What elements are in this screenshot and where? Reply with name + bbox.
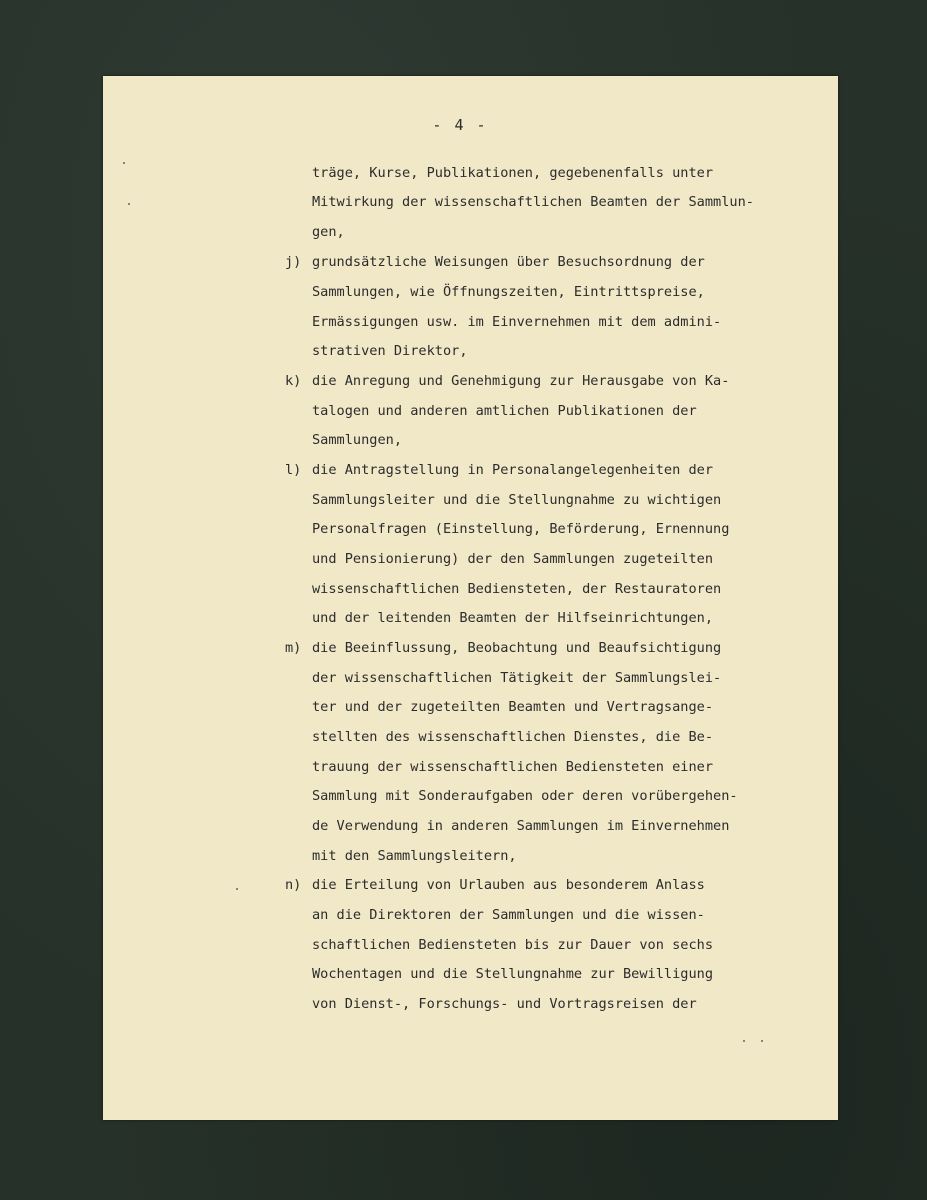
text-line: die Anregung und Genehmigung zur Herausgabe von Ka- — [312, 373, 730, 389]
paper-speck — [743, 1040, 745, 1042]
text-line: Sammlung mit Sonderaufgaben oder deren vorübergehen- — [312, 788, 738, 804]
text-line: der wissenschaftlichen Tätigkeit der Sammlungslei- — [312, 670, 722, 686]
text-line: ter und der zugeteilten Beamten und Vertragsange- — [312, 699, 714, 715]
text-line: schaftlichen Bediensteten bis zur Dauer von sechs — [312, 937, 714, 953]
text-line: wissenschaftlichen Bediensteten, der Restauratoren — [312, 581, 722, 597]
text-line: und der leitenden Beamten der Hilfseinrichtungen, — [312, 610, 714, 626]
text-line: Wochentagen und die Stellungnahme zur Bewilligung — [312, 966, 714, 982]
text-line: an die Direktoren der Sammlungen und die wissen- — [312, 907, 705, 923]
paper-speck — [123, 162, 125, 164]
item-label-j: j) — [285, 254, 302, 270]
document-page — [103, 76, 838, 1120]
text-line: und Pensionierung) der den Sammlungen zugeteilten — [312, 551, 714, 567]
item-label-m: m) — [285, 640, 302, 656]
text-line: die Beeinflussung, Beobachtung und Beaufsichtigung — [312, 640, 722, 656]
text-line: mit den Sammlungsleitern, — [312, 848, 517, 864]
text-line: stellten des wissenschaftlichen Dienstes, die Be- — [312, 729, 714, 745]
text-line: Mitwirkung der wissenschaftlichen Beamten der Sammlun- — [312, 194, 754, 210]
text-line: de Verwendung in anderen Sammlungen im Einvernehmen — [312, 818, 730, 834]
item-label-l: l) — [285, 462, 302, 478]
item-label-k: k) — [285, 373, 302, 389]
paper-speck — [236, 888, 238, 890]
text-line: trauung der wissenschaftlichen Bediensteten einer — [312, 759, 714, 775]
text-line: strativen Direktor, — [312, 343, 468, 359]
paper-speck — [761, 1040, 763, 1042]
text-line: träge, Kurse, Publikationen, gegebenenfalls unter — [312, 165, 714, 181]
text-line: Personalfragen (Einstellung, Beförderung, Ernennung — [312, 521, 730, 537]
text-line: talogen und anderen amtlichen Publikationen der — [312, 403, 697, 419]
text-line: gen, — [312, 224, 345, 240]
text-line: von Dienst-, Forschungs- und Vortragsreisen der — [312, 996, 697, 1012]
text-line: Sammlungsleiter und die Stellungnahme zu wichtigen — [312, 492, 722, 508]
text-line: Ermässigungen usw. im Einvernehmen mit dem admini- — [312, 314, 722, 330]
paper-speck — [128, 203, 130, 205]
text-line: Sammlungen, wie Öffnungszeiten, Eintrittspreise, — [312, 284, 705, 300]
text-line: grundsätzliche Weisungen über Besuchsordnung der — [312, 254, 705, 270]
text-line: Sammlungen, — [312, 432, 403, 448]
page-number: - 4 - — [432, 116, 488, 134]
text-line: die Antragstellung in Personalangelegenheiten der — [312, 462, 714, 478]
item-label-n: n) — [285, 877, 302, 893]
text-line: die Erteilung von Urlauben aus besonderem Anlass — [312, 877, 705, 893]
